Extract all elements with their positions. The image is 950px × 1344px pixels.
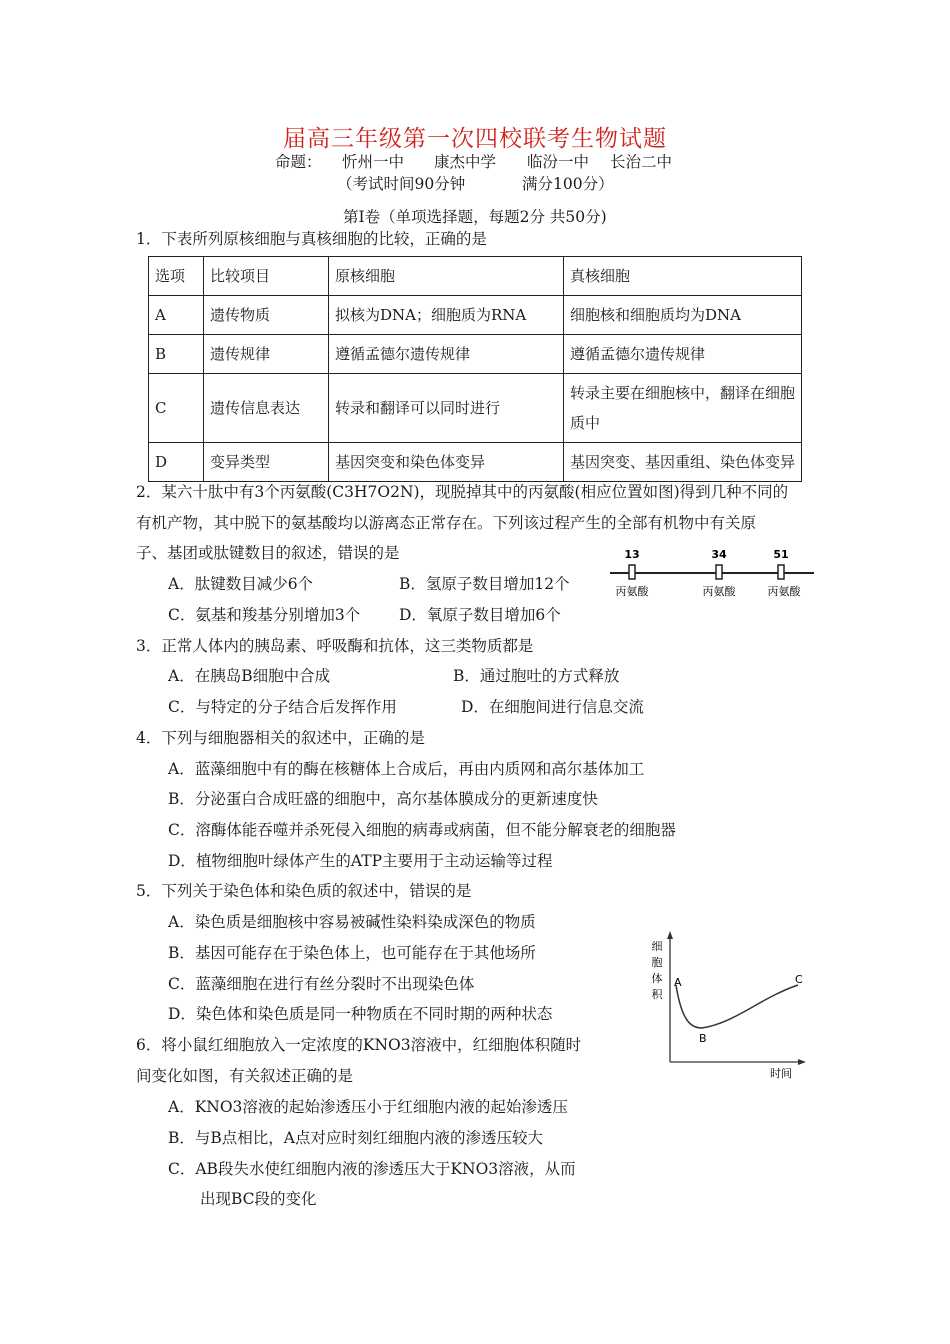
position-label: 51 — [773, 548, 789, 561]
table-row — [149, 335, 802, 374]
school-2: 康杰中学 — [434, 153, 497, 171]
alanine-marker — [778, 565, 784, 579]
q2-line-3: 子、基团或肽键数目的叙述，错误的是 — [136, 544, 400, 562]
table-cell: 遗传物质 — [204, 296, 329, 335]
alanine-label: 丙氨酸 — [767, 585, 801, 598]
table-cell: 细胞核和细胞质均为DNA — [564, 296, 802, 335]
table-header-row — [149, 257, 802, 296]
q5-option-a: A．染色质是细胞核中容易被碱性染料染成深色的物质 — [168, 913, 536, 931]
q5-option-d: D．染色体和染色质是同一种物质在不同时期的两种状态 — [168, 1005, 553, 1023]
table-cell: C — [149, 374, 204, 443]
exam-title: 届高三年级第一次四校联考生物试题 — [283, 126, 667, 152]
table-cell: B — [149, 335, 204, 374]
q5-stem: 5．下列关于染色体和染色质的叙述中，错误的是 — [136, 882, 472, 900]
position-label: 13 — [624, 548, 640, 561]
table-cell: D — [149, 443, 204, 482]
q4-option-d: D．植物细胞叶绿体产生的ATP主要用于主动运输等过程 — [168, 852, 553, 870]
point-label-a: A — [674, 976, 682, 989]
table-header: 真核细胞 — [564, 257, 802, 296]
table-cell: 基因突变和染色体变异 — [329, 443, 564, 482]
table-cell: 遗传信息表达 — [204, 374, 329, 443]
q6-option-c-cont: 出现BC段的变化 — [200, 1190, 317, 1208]
section-heading: 第Ⅰ卷（单项选择题，每题2分 共50分) — [343, 208, 607, 226]
y-axis-label: 积 — [651, 988, 663, 1001]
alanine-marker — [716, 565, 722, 579]
exam-time: （考试时间90分钟 — [337, 175, 466, 193]
q2-line-1: 2．某六十肽中有3个丙氨酸(C3H7O2N)，现脱掉其中的丙氨酸(相应位置如图)得到几种不同的 — [136, 483, 789, 501]
school-4: 长治二中 — [610, 153, 673, 171]
alanine-label: 丙氨酸 — [615, 585, 649, 598]
q2-option-d: D．氧原子数目增加6个 — [399, 606, 561, 624]
cell-volume-graph — [640, 928, 820, 1080]
q6-option-c: C．AB段失水使红细胞内液的渗透压大于KNO3溶液，从而 — [168, 1160, 576, 1178]
q3-option-d: D．在细胞间进行信息交流 — [461, 698, 644, 716]
q3-stem: 3．正常人体内的胰岛素、呼吸酶和抗体，这三类物质都是 — [136, 637, 534, 655]
table-row — [149, 296, 802, 335]
q6-line-1: 6．将小鼠红细胞放入一定浓度的KNO3溶液中，红细胞体积随时 — [136, 1036, 582, 1054]
q6-line-2: 间变化如图，有关叙述正确的是 — [136, 1067, 354, 1085]
q4-option-a: A．蓝藻细胞中有的酶在核糖体上合成后，再由内质网和高尔基体加工 — [168, 760, 645, 778]
school-1: 忻州一中 — [342, 153, 405, 171]
point-label-b: B — [699, 1032, 707, 1045]
x-axis-arrow — [798, 1059, 806, 1065]
school-3: 临汾一中 — [527, 153, 590, 171]
table-cell: A — [149, 296, 204, 335]
q4-stem: 4．下列与细胞器相关的叙述中，正确的是 — [136, 729, 425, 747]
comparison-table — [148, 256, 802, 482]
position-label: 34 — [711, 548, 727, 561]
table-cell: 遵循孟德尔遗传规律 — [329, 335, 564, 374]
alanine-label: 丙氨酸 — [702, 585, 736, 598]
q6-option-a: A．KNO3溶液的起始渗透压小于红细胞内液的起始渗透压 — [168, 1098, 568, 1116]
q3-option-a: A．在胰岛B细胞中合成 — [168, 667, 331, 685]
full-score: 满分100分） — [522, 175, 614, 193]
table-cell: 转录和翻译可以同时进行 — [329, 374, 564, 443]
authors-label: 命题： — [275, 153, 322, 171]
q5-option-b: B．基因可能存在于染色体上，也可能存在于其他场所 — [168, 944, 536, 962]
table-cell: 变异类型 — [204, 443, 329, 482]
q2-option-c: C．氨基和羧基分别增加3个 — [168, 606, 361, 624]
q3-option-b: B．通过胞吐的方式释放 — [453, 667, 620, 685]
table-cell: 遵循孟德尔遗传规律 — [564, 335, 802, 374]
q2-option-a: A．肽键数目减少6个 — [168, 575, 314, 593]
q1-stem: 1．下表所列原核细胞与真核细胞的比较，正确的是 — [136, 230, 487, 248]
q2-option-b: B．氢原子数目增加12个 — [399, 575, 570, 593]
y-axis-label: 体 — [651, 972, 663, 985]
point-label-c: C — [795, 973, 803, 986]
q5-option-c: C．蓝藻细胞在进行有丝分裂时不出现染色体 — [168, 975, 475, 993]
q2-line-2: 有机产物，其中脱下的氨基酸均以游离态正常存在。下列该过程产生的全部有机物中有关原 — [136, 514, 757, 532]
table-row — [149, 374, 802, 443]
table-cell: 遗传规律 — [204, 335, 329, 374]
q3-option-c: C．与特定的分子结合后发挥作用 — [168, 698, 397, 716]
peptide-diagram — [610, 544, 816, 600]
table-cell: 拟核为DNA；细胞质为RNA — [329, 296, 564, 335]
alanine-marker — [629, 565, 635, 579]
table-header: 选项 — [149, 257, 204, 296]
table-header: 比较项目 — [204, 257, 329, 296]
table-cell: 基因突变、基因重组、染色体变异 — [564, 443, 802, 482]
y-axis-arrow — [667, 931, 673, 939]
q6-option-b: B．与B点相比，A点对应时刻红细胞内液的渗透压较大 — [168, 1129, 543, 1147]
q4-option-c: C．溶酶体能吞噬并杀死侵入细胞的病毒或病菌，但不能分解衰老的细胞器 — [168, 821, 676, 839]
volume-curve — [676, 985, 798, 1028]
table-cell: 转录主要在细胞核中，翻译在细胞质中 — [564, 374, 802, 443]
q4-option-b: B．分泌蛋白合成旺盛的细胞中，高尔基体膜成分的更新速度快 — [168, 790, 598, 808]
y-axis-label: 胞 — [651, 956, 663, 969]
y-axis-label: 细 — [651, 940, 663, 953]
table-header: 原核细胞 — [329, 257, 564, 296]
x-axis-label: 时间 — [770, 1067, 792, 1080]
table-row — [149, 443, 802, 482]
